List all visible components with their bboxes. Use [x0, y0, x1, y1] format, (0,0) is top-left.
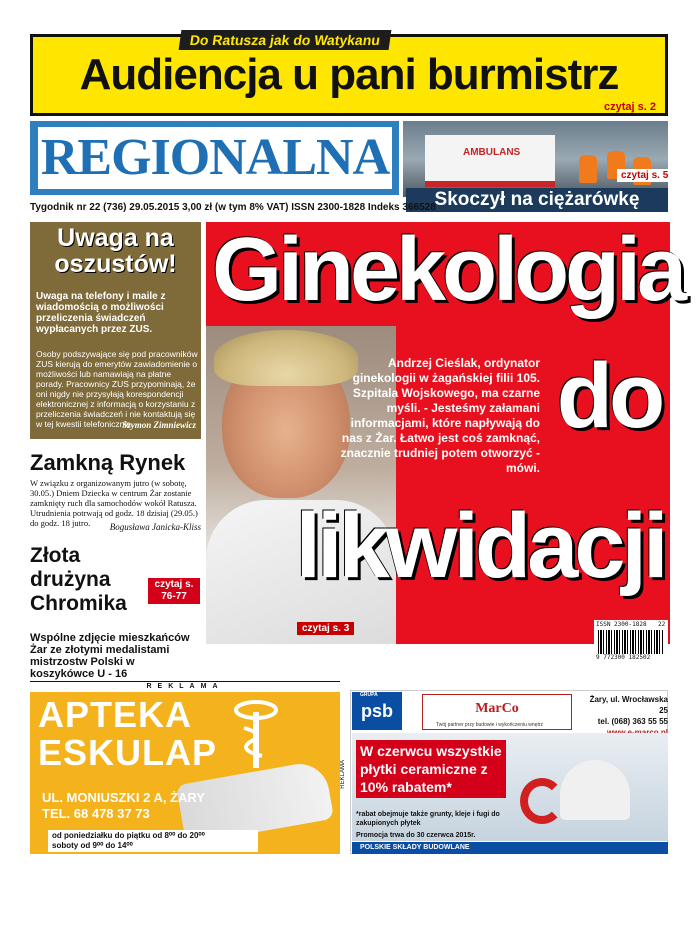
rynek-author: Bogusława Janicka-Kliss: [109, 522, 201, 532]
rescuer-figure: [579, 155, 597, 183]
main-headline-line-3[interactable]: likwidacji: [295, 495, 665, 597]
issue-meta: Tygodnik nr 22 (736) 29.05.2015 3,00 zł (w tym 8% VAT) ISSN 2300-1828 Indeks 366528: [30, 202, 436, 213]
main-headline-line-1[interactable]: Ginekologia: [212, 220, 684, 320]
caduceus-icon: [226, 698, 286, 770]
warning-title[interactable]: Uwaga na oszustów!: [54, 224, 177, 278]
apteka-hours-weekday: od poniedziałku do piątku od 8⁰⁰ do 20⁰⁰: [52, 831, 205, 840]
zlota-ref: czytaj s. 76-77: [148, 578, 200, 604]
marco-logo[interactable]: MarCo: [422, 694, 572, 730]
apteka-hours: [48, 830, 258, 852]
ambulance-text: AMBULANS: [463, 147, 521, 158]
apteka-title-line-1: APTEKA: [38, 694, 193, 735]
apteka-title[interactable]: [38, 696, 238, 772]
main-story-lead: Andrzej Cieślak, ordynator ginekologii w żagańskiej filii 105. Szpitala Wojskowego, ma czarne myśli. - Jesteśmy załamani informacjami, które napływają do nas z Żar. Łatwo jest coś zamknąć, znacznie trudniej potem otworzyć - mówi.: [340, 356, 540, 475]
psb-logo: psb: [352, 692, 402, 730]
marco-phone[interactable]: tel. (068) 363 55 55: [597, 717, 668, 726]
photo-teaser-ref: czytaj s. 5: [617, 169, 672, 182]
apteka-phone[interactable]: TEL. 68 478 37 73: [42, 806, 150, 821]
psb-grupa-label: GRUPA: [360, 692, 378, 698]
marco-tagline: Twój partner przy budowie i wykończeniu wnętrz: [436, 722, 543, 728]
barcode-icon: [598, 630, 664, 654]
marco-address: Żary, ul. Wrocławska 25: [589, 695, 668, 715]
marco-promo-date: Promocja trwa do 30 czerwca 2015r.: [356, 832, 476, 839]
apteka-title-line-2: ESKULAP: [38, 732, 218, 773]
warning-lead: Uwaga na telefony i maile z wiadomością o możliwości przeliczenia świadczeń wypłacanych przez ZUS.: [36, 291, 166, 335]
apteka-contact: [42, 790, 262, 822]
top-story-ref: czytaj s. 2: [604, 101, 656, 113]
main-headline-line-2[interactable]: do: [556, 345, 662, 447]
marco-footer: POLSKIE SKŁADY BUDOWLANE: [352, 842, 668, 854]
rynek-title[interactable]: Zamkną Rynek: [30, 450, 186, 475]
warning-author: Szymon Zimniewicz: [122, 420, 196, 430]
top-story-kicker: Do Ratusza jak do Watykanu: [179, 30, 392, 50]
photo-teaser-caption[interactable]: Skoczył na ciężarówkę: [406, 188, 668, 212]
marco-promo[interactable]: W czerwcu wszystkie płytki ceramiczne z 10% rabatem*: [356, 740, 506, 798]
top-story-headline[interactable]: Audiencja u pani burmistrz: [79, 50, 619, 99]
main-story-ref: czytaj s. 3: [297, 622, 354, 635]
ambulance-photo[interactable]: [403, 121, 668, 197]
decor-swirl: [520, 778, 564, 824]
ambulance-shape: [425, 135, 555, 187]
apteka-hours-saturday: soboty od 9⁰⁰ do 14⁰⁰: [52, 841, 133, 850]
barcode-issn: ISSN 2300-1828: [596, 621, 647, 628]
barcode-issue: 22: [658, 621, 666, 628]
warning-body: Osoby podszywające się pod pracowników ZUS kierują do emerytów zawiadomienie o możliwości lub namawiają na płatne porady. Pracownicy ZUS przypominają, że oni nigdy nie przysyłają korespondencji elektronicznej z informacją o korzystaniu z przeliczenia świadczeń i nie kontaktują się w tej kwestii telefonicznie.: [36, 349, 198, 429]
ad-side-label: REKLAMA: [340, 760, 346, 789]
marco-small-print: *rabat obejmuje także grunty, kleje i fugi do zakupionych płytek: [356, 811, 500, 827]
zlota-body: Wspólne zdjęcie mieszkańców Żar ze złotymi medalistami mistrzostw Polski w koszykówce U - 16: [30, 632, 190, 680]
rynek-body: W związku z organizowanym jutro (w sobotę, 30.05.) Dniem Dziecka w centrum Żar zostanie zamknięty ruch dla samochodów wokół Ratusza. Utrudnienia potrwają od godz. 18 dzisiaj (29.05.) do godz. 18 jutro.: [30, 478, 198, 528]
marco-contact: [586, 694, 668, 738]
ad-label: REKLAMA: [30, 681, 340, 690]
masthead-title[interactable]: REGIONALNA: [40, 129, 390, 186]
barcode-number: 9 772300 182502: [596, 654, 651, 661]
apteka-address: UL. MONIUSZKI 2 A, ŻARY: [42, 790, 205, 805]
zlota-title[interactable]: Złota drużyna Chromika: [30, 544, 127, 615]
